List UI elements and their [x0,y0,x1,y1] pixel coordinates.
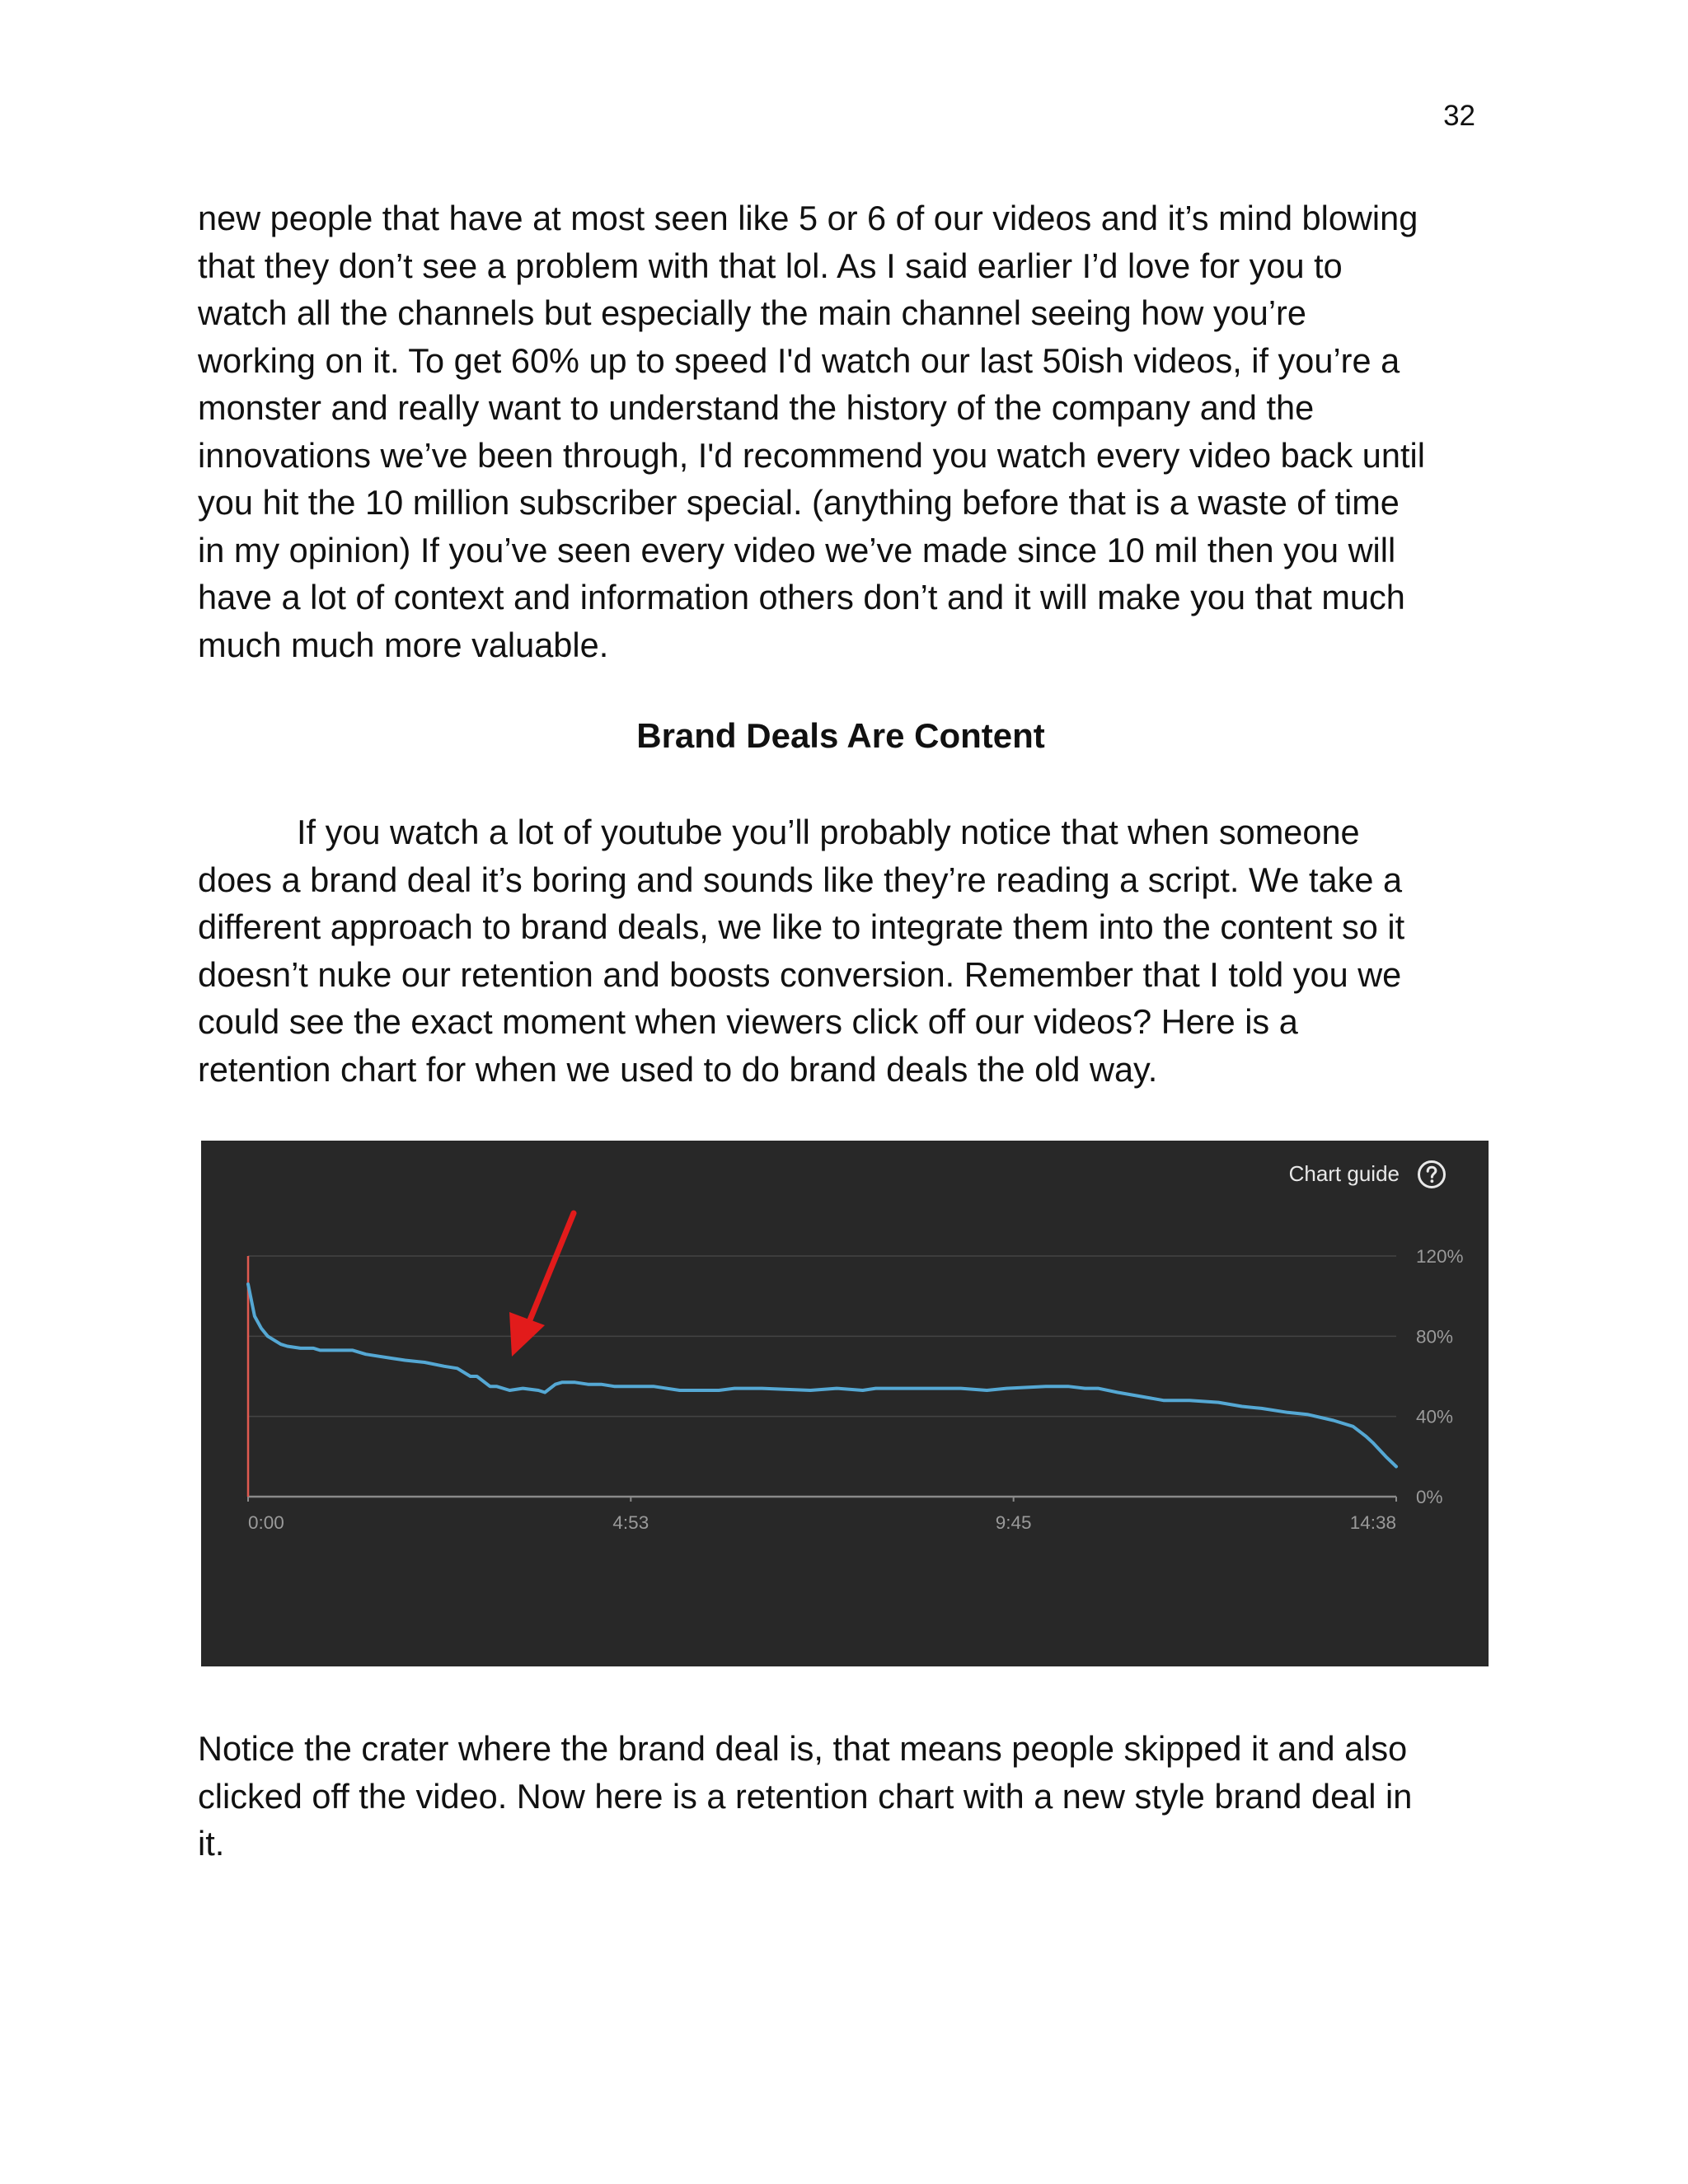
retention-line [248,1284,1396,1466]
y-tick-label: 40% [1416,1406,1454,1427]
text-line: could see the exact moment when viewers click off our videos? Here is a [198,1002,1298,1041]
paragraph-3 [198,1725,1492,1868]
text-line: innovations we’ve been through, I'd recommend you watch every video back until [198,435,1425,475]
paragraph-2 [198,808,1492,1093]
annotation-arrow-shaft [529,1213,574,1322]
retention-chart [201,1141,1489,1666]
text-line: working on it. To get 60% up to speed I'd watch our last 50ish videos, if you’re a [198,340,1400,380]
y-tick-label: 80% [1416,1326,1454,1347]
text-line: clicked off the video. Now here is a retention chart with a new style brand deal in [198,1776,1413,1816]
text-line: Notice the crater where the brand deal is, that means people skipped it and also [198,1729,1408,1768]
x-tick-label: 4:53 [612,1512,649,1533]
text-line: watch all the channels but especially the main channel seeing how you’re [198,293,1306,332]
text-line: in my opinion) If you’ve seen every video we’ve made since 10 mil then you will [198,530,1396,569]
paragraph-1 [198,194,1492,668]
text-line: different approach to brand deals, we like to integrate them into the content so it [198,907,1405,946]
annotation-arrow-head [509,1312,545,1357]
page-number: 32 [1443,100,1475,132]
chart-guide-label[interactable]: Chart guide [1288,1161,1400,1186]
text-line: you hit the 10 million subscriber special. (anything before that is a waste of time [198,483,1400,522]
text-line: does a brand deal it’s boring and sounds like they’re reading a script. We take a [198,860,1403,899]
x-tick-label: 0:00 [248,1512,284,1533]
chart-plot [201,1141,1489,1666]
text-line: it. [198,1824,225,1863]
text-line: retention chart for when we used to do brand deals the old way. [198,1049,1158,1089]
text-line: If you watch a lot of youtube you’ll probably notice that when someone [297,813,1360,851]
y-tick-label: 120% [1416,1246,1464,1267]
x-tick-label: 14:38 [1349,1512,1396,1533]
section-heading: Brand Deals Are Content [636,716,1045,755]
y-tick-label: 0% [1416,1487,1443,1507]
text-line: new people that have at most seen like 5 or 6 of our videos and it’s mind blowing [198,199,1418,237]
x-tick-label: 9:45 [995,1512,1032,1533]
text-line: monster and really want to understand the history of the company and the [198,388,1315,427]
text-line: doesn’t nuke our retention and boosts conversion. Remember that I told you we [198,954,1402,994]
text-line: have a lot of context and information others don’t and it will make you that much [198,578,1405,616]
text-line: much much more valuable. [198,625,609,664]
text-line: that they don’t see a problem with that lol. As I said earlier I’d love for you to [198,246,1343,285]
